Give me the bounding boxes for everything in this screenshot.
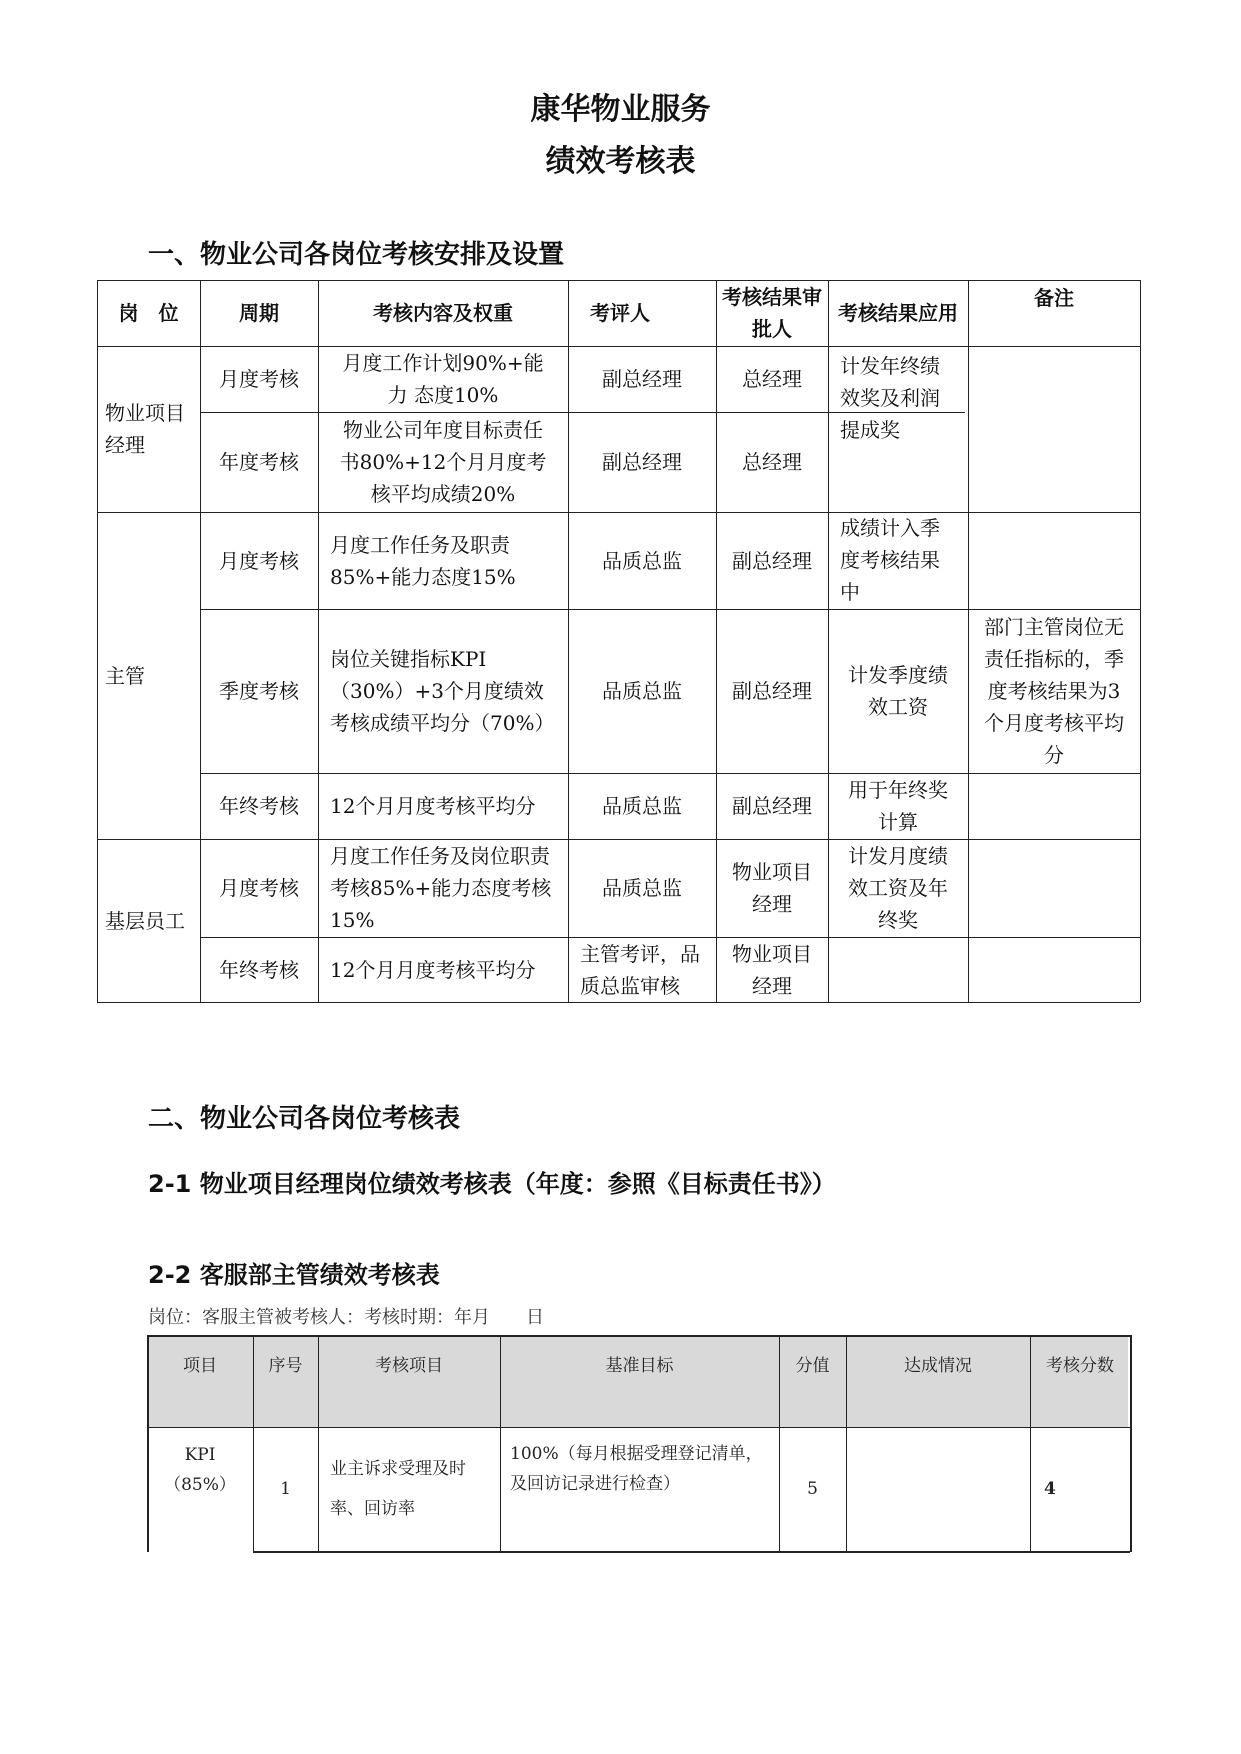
row-period: 月度考核 [219, 548, 299, 573]
kpi-header-item: 项目 [183, 1356, 217, 1376]
row-content: 月度工作任务及岗位职责考核85%+能力态度考核15% [330, 844, 552, 932]
section-heading-1: 一、物业公司各岗位考核安排及设置 [148, 240, 565, 270]
row-content: 12个月月度考核平均分 [330, 957, 536, 982]
kpi-row-score: 5 [807, 1479, 818, 1499]
kpi-header-score: 分值 [795, 1356, 830, 1376]
row-approver: 物业项目经理 [732, 941, 812, 998]
header-rater: 考评人 [590, 301, 650, 325]
row-application: 成绩计入季度考核结果中 [840, 516, 940, 604]
row-rater: 副总经理 [602, 450, 682, 474]
row-content: 12个月月度考核平均分 [330, 794, 536, 818]
row-rater: 品质总监 [602, 876, 682, 900]
kpi-row-name: 业主诉求受理及时率、回访率 [330, 1459, 466, 1519]
group-supervisor: 主管 [105, 663, 145, 688]
section-heading-2: 二、物业公司各岗位考核表 [148, 1104, 461, 1134]
row-approver: 总经理 [742, 450, 802, 474]
row-rater: 副总经理 [602, 367, 682, 391]
kpi-header-name: 考核项目 [375, 1356, 443, 1376]
group-staff: 基层员工 [105, 908, 185, 933]
row-period: 年终考核 [219, 957, 299, 982]
row-period: 月度考核 [219, 876, 299, 900]
row-content: 物业公司年度目标责任书80%+12个月月度考核平均成绩20% [339, 418, 547, 506]
kpi-row-item: KPI（85%） [164, 1445, 236, 1495]
row-application: 计发季度绩效工资 [848, 663, 948, 719]
row-content: 月度工作计划90%+能力 态度10% [342, 351, 544, 407]
kpi-header-target: 基准目标 [605, 1356, 674, 1376]
row-application: 用于年终奖计算 [848, 778, 948, 834]
row-approver: 总经理 [742, 367, 802, 391]
row-period: 季度考核 [219, 679, 299, 703]
header-approver: 考核结果审批人 [722, 285, 822, 341]
header-application: 考核结果应用 [838, 301, 958, 325]
row-rater: 品质总监 [602, 548, 682, 573]
row-period: 年终考核 [219, 794, 299, 818]
row-content: 岗位关键指标KPI（30%）+3个月度绩效考核成绩平均分（70%） [330, 647, 555, 735]
subsection-2-1: 2-1 物业项目经理岗位绩效考核表（年度：参照《目标责任书》） [148, 1170, 836, 1198]
header-position: 岗 位 [118, 301, 179, 325]
kpi-header-result: 考核分数 [1046, 1356, 1114, 1376]
row-approver: 副总经理 [732, 548, 812, 573]
row-application: 计发年终绩效奖及利润提成奖 [840, 354, 940, 442]
kpi-row-no: 1 [280, 1479, 291, 1499]
row-approver: 物业项目经理 [732, 860, 812, 916]
row-rater: 品质总监 [602, 794, 682, 818]
row-remark: 部门主管岗位无责任指标的，季度考核结果为3个月度考核平均分 [984, 615, 1124, 767]
kpi-header-no: 序号 [268, 1356, 303, 1376]
row-application: 计发月度绩效工资及年终奖 [848, 844, 948, 932]
row-rater: 主管考评，品质总监审核 [580, 941, 700, 998]
row-period: 月度考核 [219, 367, 299, 391]
group-project-manager: 物业项目经理 [105, 401, 185, 457]
kpi-header-status: 达成情况 [904, 1356, 972, 1376]
info-line: 岗位：客服主管被考核人：考核时期：年月 日 [148, 1307, 544, 1328]
kpi-row-target: 100%（每月根据受理登记清单，及回访记录进行检查） [510, 1444, 763, 1494]
doc-title: 康华物业服务 [530, 92, 711, 127]
row-period: 年度考核 [219, 450, 299, 474]
subsection-2-2: 2-2 客服部主管绩效考核表 [148, 1261, 440, 1289]
header-remark: 备注 [1034, 286, 1074, 310]
header-period: 周期 [239, 301, 279, 325]
row-content: 月度工作任务及职责85%+能力态度15% [330, 532, 516, 589]
header-content: 考核内容及权重 [373, 301, 513, 325]
kpi-row-status [846, 1427, 1030, 1551]
row-rater: 品质总监 [602, 679, 682, 703]
row-approver: 副总经理 [732, 679, 812, 703]
doc-subtitle: 绩效考核表 [545, 144, 696, 179]
row-approver: 副总经理 [732, 794, 812, 818]
kpi-row-result: 4 [1044, 1479, 1056, 1499]
